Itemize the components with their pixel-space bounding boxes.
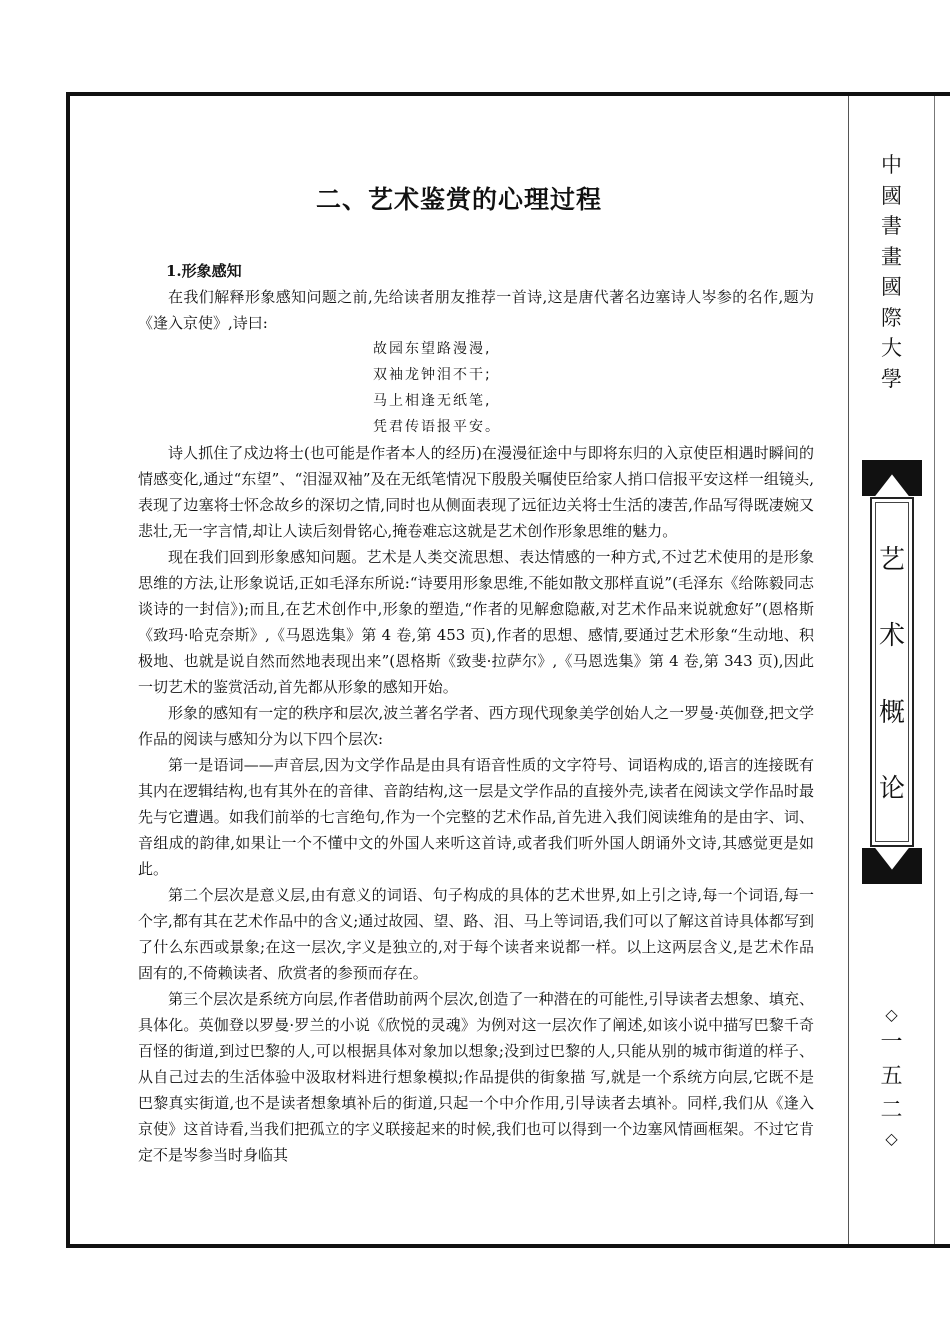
book-title-box [870,497,914,847]
diamond-icon: ◇ [885,1129,898,1148]
paragraph-7: 第三个层次是系统方向层,作者借助前两个层次,创造了一种潜在的可能性,引导读者去想象、填充、具体化。英伽登以罗曼·罗兰的小说《欣悦的灵魂》为例对这一层次作了阐述,如该小说中描写巴黎千奇百怪的街道,到过巴黎的人,可以根据具体对象加以想象;没到过巴黎的人,只能从别的城市街道的样子、从自己过去的生活体验中汲取材料进行想象模拟;作品提供的街象描 写,就是一个系统方向层,它既不是巴黎真实街道,也不是读者想象填补后的街道,只起一个中介作用,引导读者去填补。同样,我们从《逢入京使》这首诗看,当我们把孤立的字义联接起来的时候,我们也可以得到一个边塞风情画框架。不过它肯定不是岑参当时身临其 [138,990,814,1164]
book-title-char: 论 [878,774,905,805]
outer-margin-line [934,96,935,1244]
main-content [70,96,848,1244]
paragraph-2: 诗人抓住了戍边将士(也可能是作者本人的经历)在漫漫征途中与即将东归的入京使臣相遇时瞬间的情感变化,通过“东望”、“泪湿双袖”及在无纸笔情况下殷殷关嘱使臣给家人捎口信报平安这样一组镜头,表现了边塞将士怀念故乡的深切之情,同时也从侧面表现了远征边关将士生活的凄苦,作品写得既凄婉又悲壮,无一字言情,却让人读后刻骨铭心,掩卷难忘这就是艺术创作形象思维的魅力。 [138,444,814,540]
chapter-title: 二、艺术鉴赏的心理过程 [315,185,602,214]
page-number-char: 五 [880,1064,903,1089]
body-text [138,284,814,1168]
book-title-char: 艺 [878,544,905,575]
school-name-vertical [849,150,934,394]
school-char: 中 [881,153,902,177]
poem-line-1: 故园东望路漫漫, [373,341,492,357]
paragraph-3: 现在我们回到形象感知问题。艺术是人类交流思想、表达情感的一种方式,不过艺术使用的是形象思维的方法,让形象说话,正如毛泽东所说:“诗要用形象思维,不能如散文那样直说”(毛泽东《给陈毅同志谈诗的一封信》);而且,在艺术创作中,形象的塑造,“作者的见解愈隐蔽,对艺术作品来说就愈好”(恩格斯《致玛·哈克奈斯》,《马恩选集》第 4 卷,第 453 页),作者的思想、感情,要通过艺术形象“生动地、积极地、也就是说自然而然地表现出来”(恩格斯《致斐·拉萨尔》,《马恩选集》第 4 卷,第 343 页),因此一切艺术的鉴赏活动,首先都从形象的感知开始。 [138,548,814,696]
school-char: 際 [881,305,902,330]
poem-line-3: 马上相逢无纸笔, [373,393,492,409]
paragraph-5: 第一是语词——声音层,因为文学作品是由具有语音性质的文字符号、词语构成的,语言的连接既有其内在逻辑结构,也有其外在的音律、音韵结构,这一层是文学作品的直接外壳,读者在阅读文学作品时最先与它遭遇。如我们前举的七言绝句,作为一个完整的艺术作品,首先进入我们阅读维角的是由字、词、音组成的韵律,如果让一个不懂中文的外国人来听这首诗,或者我们听外国人朗诵外文诗,其感觉更是如此。 [138,756,814,878]
paragraph-1: 在我们解释形象感知问题之前,先给读者朋友推荐一首诗,这是唐代著名边塞诗人岑参的名作,题为《逢入京使》,诗曰: [138,288,814,332]
school-char: 畫 [881,244,902,269]
page-number-char: 二 [880,1098,903,1123]
paragraph-4: 形象的感知有一定的秩序和层次,波兰著名学者、西方现代现象美学创始人之一罗曼·英伽登,把文学作品的阅读与感知分为以下四个层次: [138,704,814,748]
school-char: 國 [881,275,902,299]
school-char: 國 [881,183,902,208]
poem-line-2: 双袖龙钟泪不干; [373,367,492,383]
poem-line-4: 凭君传语报平安。 [373,419,501,435]
school-char: 書 [881,214,902,238]
page-number-vertical [849,1004,934,1150]
book-title-char: 概 [878,697,905,728]
paragraph-6: 第二个层次是意义层,由有意义的词语、句子构成的具体的艺术世界,如上引之诗,每一个词语,每一个字,都有其在艺术作品中的含义;通过故园、望、路、泪、马上等词语,我们可以了解这首诗具体都写到了什么东西或景象;在这一层次,字义是独立的,对于每个读者来说都一样。以上这两层含义,是艺术作品固有的,不倚赖读者、欣赏者的参预而存在。 [138,886,814,982]
school-char: 大 [881,336,902,360]
section-heading: 1.形象感知 [166,262,242,280]
diamond-icon: ◇ [885,1005,898,1024]
book-title-char: 术 [878,621,905,652]
school-char: 學 [881,366,902,391]
page-number-char: 一 [880,1030,903,1055]
